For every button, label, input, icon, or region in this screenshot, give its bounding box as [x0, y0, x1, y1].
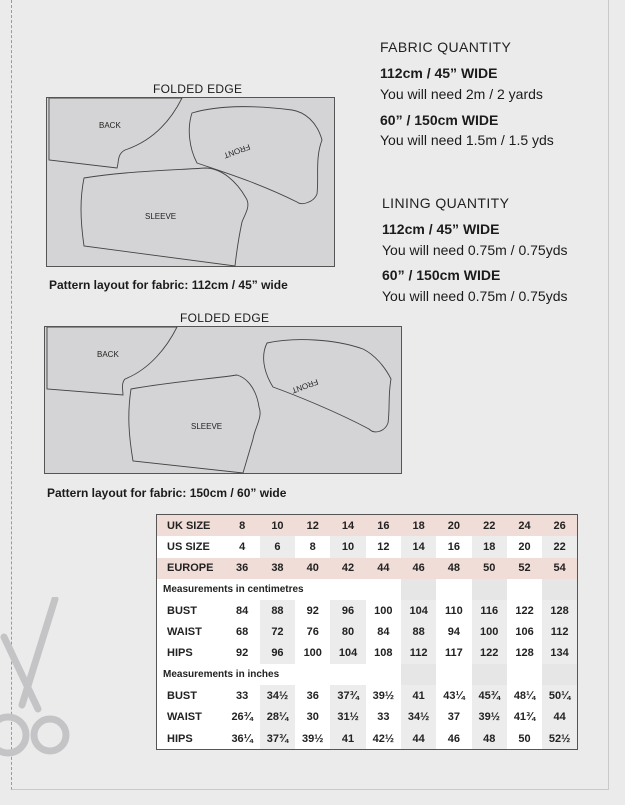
cell: 41 — [330, 728, 365, 750]
cell: 116 — [472, 600, 507, 621]
fabric-112-label: 112cm / 45” WIDE — [380, 65, 498, 81]
cell: 22 — [542, 536, 577, 557]
cell: 41¾ — [513, 711, 536, 724]
cell: 84 — [377, 626, 390, 639]
cell: 37 — [447, 711, 461, 724]
cell: 42½ — [372, 732, 395, 745]
cell: 117 — [445, 647, 463, 660]
cell: 4 — [239, 540, 246, 553]
cell: 46 — [401, 558, 436, 579]
cell: 50 — [518, 732, 531, 745]
cell: 34½ — [401, 707, 436, 728]
back-label: BACK — [97, 350, 119, 359]
lining-150-label: 60” / 150cm WIDE — [382, 267, 501, 283]
cell: 134 — [542, 643, 577, 664]
cell: 12 — [295, 515, 330, 537]
front-piece — [264, 340, 391, 432]
in-waist-row — [157, 707, 578, 728]
cell — [472, 664, 507, 685]
cell: 112 — [401, 643, 436, 664]
cell: 100 — [303, 647, 322, 660]
cell: 92 — [236, 647, 249, 660]
row-label: HIPS — [167, 732, 193, 745]
cell: 50¼ — [542, 685, 577, 706]
cm-section-heading: Measurements in centimetres — [157, 579, 366, 600]
cell: 39½ — [372, 690, 395, 703]
cell: 44 — [542, 707, 577, 728]
lining-112-need: You will need 0.75m / 0.75yds — [382, 242, 568, 258]
cell: 44 — [366, 558, 401, 579]
cell: 110 — [445, 604, 463, 617]
lining-quantity-heading: LINING QUANTITY — [382, 195, 510, 211]
cell: 33 — [236, 690, 249, 703]
row-label: WAIST — [167, 711, 202, 724]
folded-edge-label-2: FOLDED EDGE — [180, 311, 270, 325]
cell: 48¼ — [513, 690, 536, 703]
cell: 8 — [225, 515, 260, 537]
cell: 38 — [260, 558, 295, 579]
cell: 24 — [507, 515, 542, 537]
cell: 52½ — [542, 728, 577, 750]
cm-bust-row — [157, 600, 578, 621]
fabric-quantity-heading: FABRIC QUANTITY — [380, 39, 512, 55]
cell: 39½ — [302, 732, 324, 745]
cell — [542, 579, 577, 600]
cell: 12 — [377, 540, 390, 553]
in-hips-row — [157, 728, 578, 750]
cell: 104 — [330, 643, 365, 664]
cell — [401, 579, 436, 600]
pattern-layout-150 — [44, 326, 402, 474]
us-size-row — [157, 536, 578, 557]
cell: 42 — [330, 558, 365, 579]
cm-section-row — [157, 579, 578, 600]
layout-caption-1: Pattern layout for fabric: 112cm / 45” wide — [49, 278, 288, 292]
cell — [366, 664, 401, 685]
cell: 54 — [542, 558, 577, 579]
cell: 40 — [295, 558, 330, 579]
cell: 36 — [225, 558, 260, 579]
cell: 94 — [447, 626, 461, 639]
cell: 128 — [515, 647, 534, 660]
cell: 39½ — [472, 707, 507, 728]
cell: 122 — [472, 643, 507, 664]
cell: 50 — [472, 558, 507, 579]
fabric-150-label: 60” / 150cm WIDE — [380, 112, 499, 128]
cell: 52 — [507, 558, 542, 579]
cell: 26¾ — [231, 711, 253, 724]
cell: 14 — [401, 536, 436, 557]
cell — [436, 664, 471, 685]
cell: 112 — [542, 621, 577, 642]
cell: 88 — [401, 621, 436, 642]
cell: 44 — [401, 728, 436, 750]
uk-size-row — [157, 515, 578, 537]
fabric-112-need: You will need 2m / 2 yards — [380, 86, 543, 102]
cell: 34½ — [260, 685, 295, 706]
cell: 8 — [309, 540, 316, 553]
cell: 37¾ — [260, 728, 295, 750]
cell: 96 — [260, 643, 295, 664]
lining-150-need: You will need 0.75m / 0.75yds — [382, 288, 568, 304]
cell: 36 — [306, 690, 319, 703]
cell: 30 — [306, 711, 319, 724]
folded-edge-label-1: FOLDED EDGE — [153, 82, 243, 96]
cell — [507, 579, 542, 600]
cell: 20 — [518, 540, 531, 553]
cell: 68 — [236, 626, 249, 639]
cell: 100 — [472, 621, 507, 642]
cell: 88 — [260, 600, 295, 621]
back-piece — [49, 98, 182, 168]
pattern-layout-112 — [46, 97, 335, 267]
cell: 16 — [447, 540, 461, 553]
front-label: FRONT — [222, 142, 252, 161]
cell: 31½ — [330, 707, 365, 728]
cell: 100 — [374, 604, 393, 617]
front-label: FRONT — [290, 377, 320, 396]
cell: 48 — [436, 558, 471, 579]
cell: 96 — [330, 600, 365, 621]
cell — [366, 579, 401, 600]
sleeve-label: SLEEVE — [191, 422, 223, 431]
cell — [472, 579, 507, 600]
lining-112-label: 112cm / 45” WIDE — [382, 221, 500, 237]
cell: 37¾ — [330, 685, 365, 706]
in-section-heading: Measurements in inches — [157, 664, 366, 685]
in-section-row — [157, 664, 578, 685]
cell: 36¼ — [231, 732, 253, 745]
cell: 92 — [306, 604, 319, 617]
cell — [436, 579, 471, 600]
row-label: HIPS — [167, 647, 193, 660]
europe-size-row — [157, 558, 578, 579]
in-bust-row — [157, 685, 578, 706]
cm-waist-row — [157, 621, 578, 642]
cell: 108 — [374, 647, 393, 660]
cell: 76 — [306, 626, 319, 639]
cell: 26 — [542, 515, 577, 537]
cell: 106 — [515, 626, 534, 639]
cell: 41 — [401, 685, 436, 706]
cell — [507, 664, 542, 685]
size-chart — [156, 514, 578, 750]
cell: 43¼ — [443, 690, 465, 703]
row-label: WAIST — [167, 626, 202, 639]
cell: 122 — [515, 604, 534, 617]
cell — [401, 664, 436, 685]
row-label: UK SIZE — [157, 515, 225, 537]
cell: 33 — [377, 711, 390, 724]
row-label: BUST — [167, 604, 197, 617]
cell: 72 — [260, 621, 295, 642]
cell: 18 — [472, 536, 507, 557]
scissors-icon — [0, 597, 80, 767]
layout-caption-2: Pattern layout for fabric: 150cm / 60” wide — [47, 486, 287, 500]
cm-hips-row — [157, 643, 578, 664]
back-label: BACK — [99, 121, 121, 130]
cell: 128 — [542, 600, 577, 621]
cell: 80 — [330, 621, 365, 642]
cell: 14 — [330, 515, 365, 537]
cell: 28¼ — [260, 707, 295, 728]
cell: 45¾ — [472, 685, 507, 706]
cell: 10 — [260, 515, 295, 537]
cell: 18 — [401, 515, 436, 537]
fabric-150-need: You will need 1.5m / 1.5 yds — [380, 132, 554, 148]
cell: 46 — [447, 732, 461, 745]
cell: 22 — [472, 515, 507, 537]
cell: 10 — [330, 536, 365, 557]
cell: 48 — [472, 728, 507, 750]
cell: 84 — [236, 604, 249, 617]
cell — [542, 664, 577, 685]
row-label: EUROPE — [157, 558, 225, 579]
sleeve-label: SLEEVE — [145, 212, 177, 221]
cell: 20 — [436, 515, 471, 537]
cell: 104 — [401, 600, 436, 621]
row-label: US SIZE — [167, 540, 210, 553]
row-label: BUST — [167, 690, 197, 703]
cell: 6 — [260, 536, 295, 557]
cell: 16 — [366, 515, 401, 537]
